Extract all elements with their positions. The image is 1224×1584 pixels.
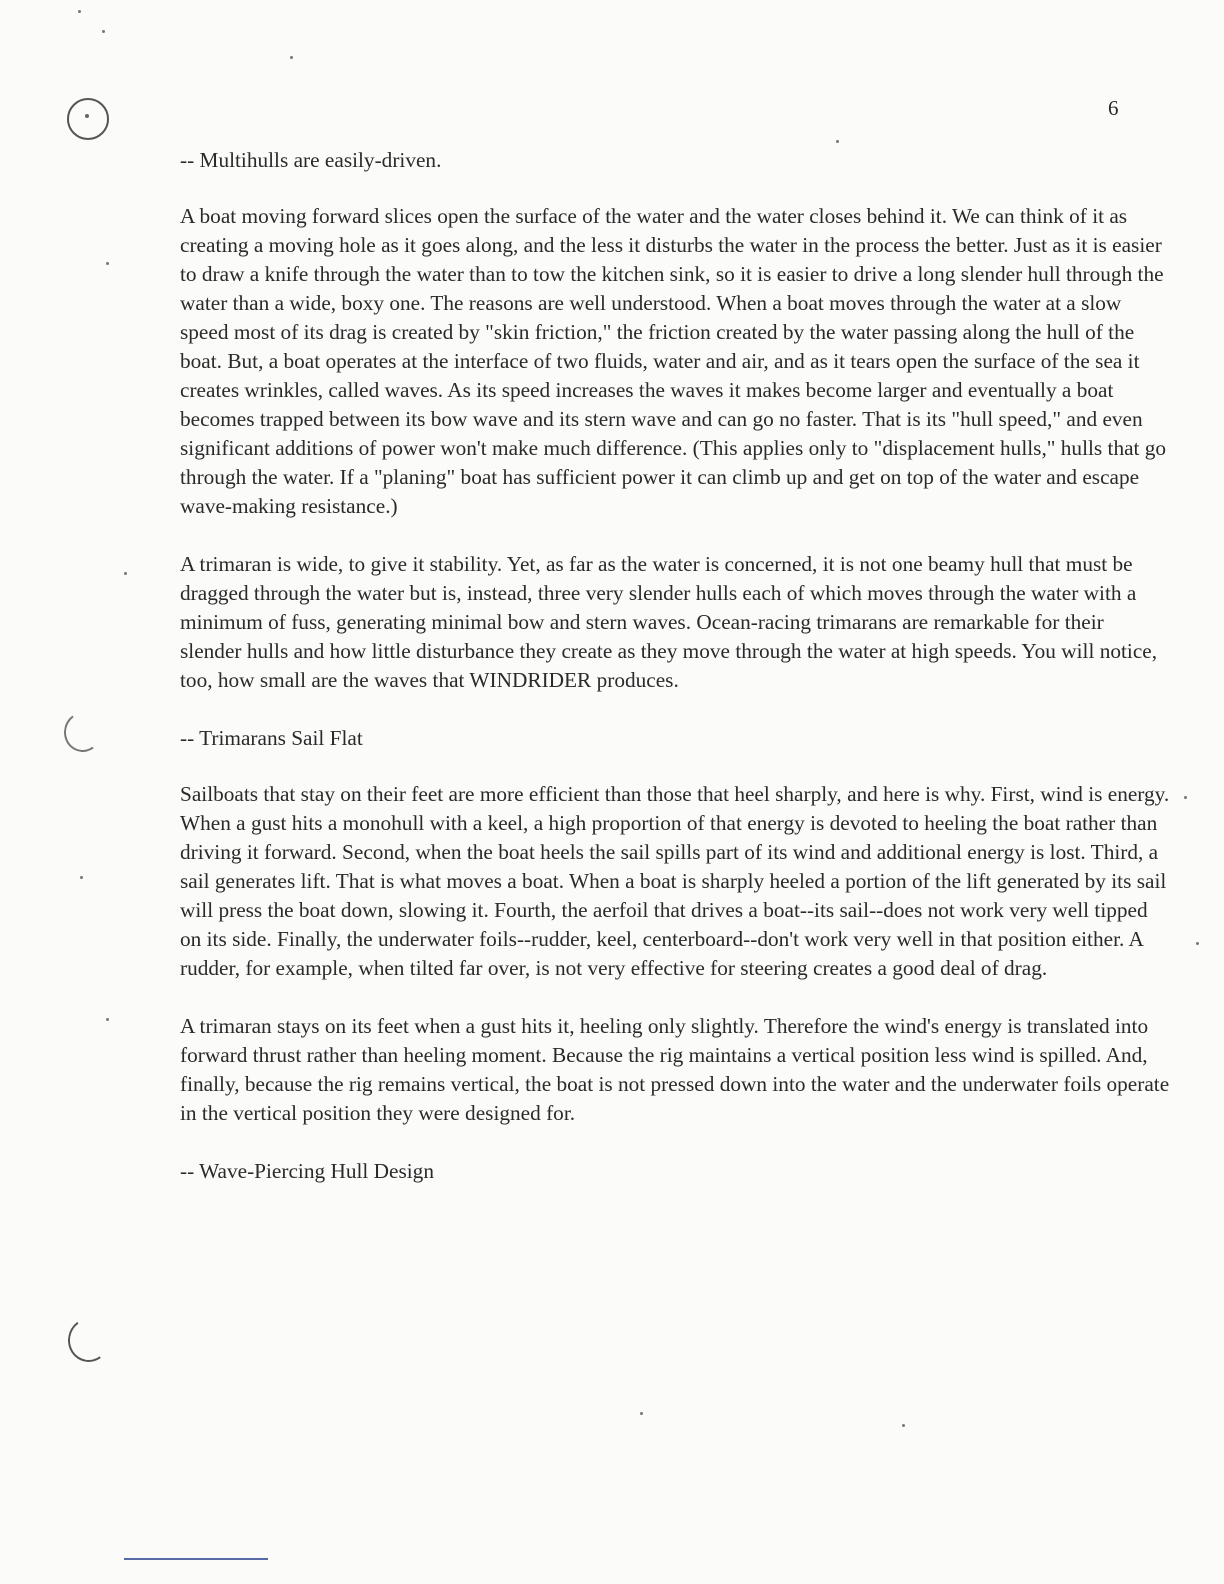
section-heading: -- Multihulls are easily-driven. [180,148,442,172]
document-body [180,146,1170,1213]
page-number: 6 [1108,96,1119,120]
paragraph: Sailboats that stay on their feet are more efficient than those that heel sharply, and here is why. First, wind is energy. When a gust hits a monohull with a keel, a high proportion of that energy is devoted to heeling the boat rather than driving it forward. Second, when the boat heels the sail spills part of its wind and additional energy is lost. Third, a sail generates lift. That is what moves a boat. When a boat is sharply heeled a portion of the lift generated by its sail will press the boat down, slowing it. Fourth, the aerfoil that drives a boat--its sail--does not work very well tipped on its side. Finally, the underwater foils--rudder, keel, centerboard--don't work very well in that position either. A rudder, for example, when tilted far over, is not very effective for steering creates a good deal of drag. [180,782,1170,980]
scan-speck [1184,796,1187,799]
scan-speck [1196,942,1199,945]
paragraph: A trimaran stays on its feet when a gust hits it, heeling only slightly. Therefore the wind's energy is translated into forward thrust rather than heeling moment. Because the rig maintains a vertical position less wind is spilled. And, finally, because the rig remains vertical, the boat is not pressed down into the water and the underwater foils operate in the vertical position they were designed for. [180,1014,1170,1125]
punch-hole-top [67,98,109,140]
paragraph: A boat moving forward slices open the surface of the water and the water closes behind it. We can think of it as creating a moving hole as it goes along, and the less it disturbs the water in the process the better. Just as it is easier to draw a knife through the water than to tow the kitchen sink, so it is easier to drive a long slender hull through the water than a wide, boxy one. The reasons are well understood. When a boat moves through the water at a slow speed most of its drag is created by "skin friction," the friction created by the water passing along the hull of the boat. But, a boat operates at the interface of two fluids, water and air, and as it tears open the surface of the sea it creates wrinkles, called waves. As its speed increases the waves it makes become larger and eventually a boat becomes trapped between its bow wave and its stern wave and can go no faster. That is its "hull speed," and even significant additions of power won't make much difference. (This applies only to "displacement hulls," hulls that go through the water. If a "planing" boat has sufficient power it can climb up and get on top of the water and escape wave-making resistance.) [180,204,1167,518]
scan-speck [106,1018,109,1021]
scan-speck [836,140,839,143]
punch-hole-middle [61,709,105,755]
scan-speck [640,1412,643,1415]
scan-speck [290,56,293,59]
scan-speck [106,262,109,265]
footnote-rule [124,1558,268,1560]
paragraph: A trimaran is wide, to give it stability. Yet, as far as the water is concerned, it is not one beamy hull that must be dragged through the water but is, instead, three very slender hulls each of which moves through the water with a minimum of fuss, generating minimal bow and stern waves. Ocean-racing trimarans are remarkable for their slender hulls and how little disturbance they create as they move through the water at high speeds. You will notice, too, how small are the waves that WINDRIDER produces. [180,552,1158,692]
scan-speck [902,1424,905,1427]
scan-speck [102,30,105,33]
scan-speck [80,876,83,879]
section-heading: -- Wave-Piercing Hull Design [180,1159,434,1183]
scan-speck [124,572,127,575]
scan-speck [78,10,81,13]
punch-hole-bottom [64,1315,113,1366]
section-heading: -- Trimarans Sail Flat [180,726,363,750]
